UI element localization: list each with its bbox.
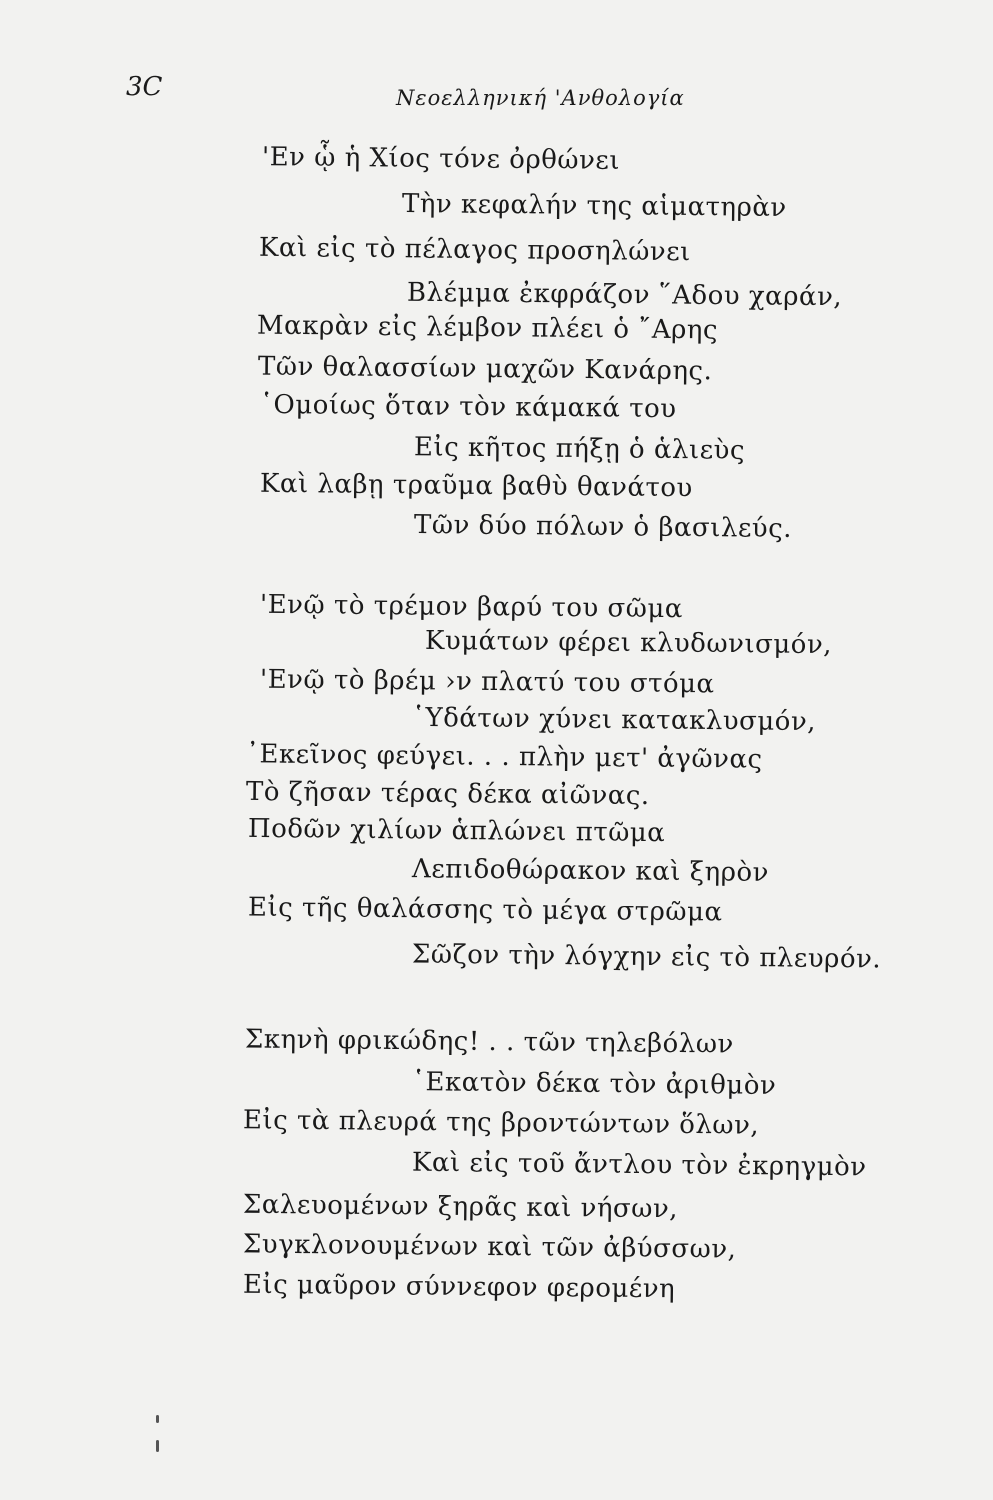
verse-line: Εἰς μαῦρον σύννεφον φερομένη bbox=[242, 1269, 676, 1305]
verse-line: 'Εν ᾧ ἡ Χίος τόνε ὀρθώνει bbox=[261, 142, 621, 176]
verse-line: ᾿Εκεῖνος φεύγει. . . πλὴν μετ' ἀγῶνας bbox=[245, 739, 763, 775]
paper-speck bbox=[156, 1440, 159, 1452]
verse-line: 'Ενῷ τὸ βρέμ ›ν πλατύ του στόμα bbox=[259, 664, 715, 700]
running-head: Νεοελληνική 'Ανθολογία bbox=[396, 86, 685, 110]
verse-line: Λεπιδοθώρακον καὶ ξηρὸν bbox=[411, 854, 770, 888]
verse-line: Εἰς τῆς θαλάσσης τὸ μέγα στρῶμα bbox=[247, 892, 723, 928]
verse-line: Συγκλονουμένων καὶ τῶν ἀβύσσων, bbox=[242, 1229, 737, 1265]
verse-line: Καὶ εἰς τοῦ ἄντλου τὸν ἐκρηγμὸν bbox=[411, 1147, 867, 1183]
verse-line: Βλέμμα ἐκφράζον ῞Αδου χαράν, bbox=[406, 277, 843, 313]
page-number: 3C bbox=[126, 72, 163, 102]
verse-line: Σκηνὴ φρικώδης! . . τῶν τηλεβόλων bbox=[244, 1024, 734, 1060]
verse-line: Σῶζον τὴν λόγχην εἰς τὸ πλευρόν. bbox=[411, 939, 882, 975]
verse-line: Σαλευομένων ξηρᾶς καὶ νήσων, bbox=[242, 1189, 679, 1225]
verse-line: ῾Ομοίως ὅταν τὸν κάμακά του bbox=[259, 389, 677, 425]
verse-line: Ποδῶν χιλίων ἁπλώνει πτῶμα bbox=[247, 813, 666, 849]
verse-line: ῾Εκατὸν δέκα τὸν ἀριθμὸν bbox=[411, 1067, 777, 1101]
verse-line: Κυμάτων φέρει κλυδωνισμόν, bbox=[424, 625, 833, 661]
verse-line: Καὶ λαβῃ τραῦμα βαθὺ θανάτου bbox=[259, 468, 693, 504]
verse-line: Καὶ εἰς τὸ πέλαγος προσηλώνει bbox=[258, 232, 692, 268]
verse-line: Τὸ ζῆσαν τέρας δέκα αἰῶνας. bbox=[245, 776, 650, 812]
verse-line: 'Ενῷ τὸ τρέμον βαρύ του σῶμα bbox=[259, 589, 684, 625]
verse-line: Τῶν θαλασσίων μαχῶν Κανάρης. bbox=[257, 351, 713, 387]
verse-line: Τὴν κεφαλήν της αἱματηρὰν bbox=[401, 188, 787, 224]
verse-line: Τῶν δύο πόλων ὁ βασιλεύς. bbox=[413, 510, 793, 544]
verse-line: Εἰς κῆτος πήξῃ ὁ ἁλιεὺς bbox=[413, 432, 746, 466]
paper-speck bbox=[156, 1415, 159, 1423]
verse-line: ῾Υδάτων χύνει κατακλυσμόν, bbox=[411, 702, 817, 738]
verse-line: Μακρὰν εἰς λέμβον πλέει ὁ ῎Αρης bbox=[256, 310, 719, 346]
verse-line: Εἰς τὰ πλευρά της βροντώντων ὅλων, bbox=[242, 1105, 760, 1141]
